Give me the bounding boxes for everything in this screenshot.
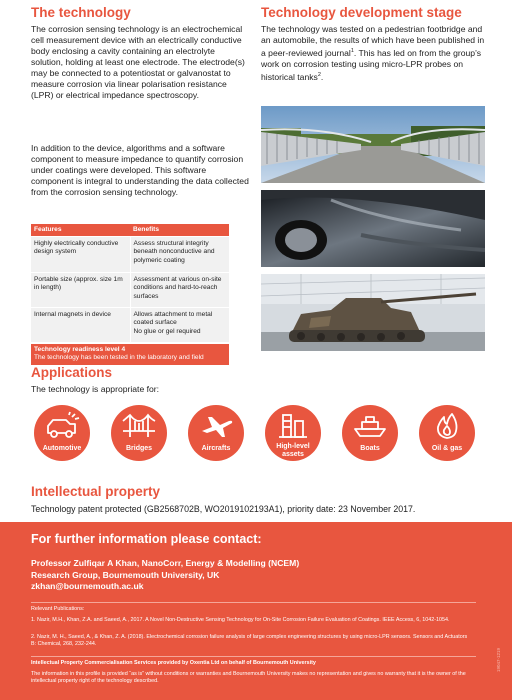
table-row <box>31 237 229 273</box>
features-header: Features <box>31 224 130 237</box>
application-bridges <box>109 405 169 461</box>
benefit-cell: Assess structural integrity beneath nonconductive and polymeric coating <box>130 237 229 273</box>
application-automotive <box>32 405 92 461</box>
publication-2: 2. Nazir, M. H., Saeed, A., & Khan, Z. A. (2018). Electrochemical corrosion failure analysis of large complex engineering structures by using micro-LPR sensors. Sensors and Actuators B: Chemical, 268, 232-244. <box>31 634 468 647</box>
application-label: Automotive <box>42 445 82 452</box>
development-paragraph: The technology was tested on a pedestrian footbridge and an automobile, the results of which have been published in a peer-reviewed journal$^1$. This has led on from the group’s work on corrosion testing using micro-LPR probes on historical tanks$^2$. <box>261 24 485 82</box>
benefit-cell: Allows attachment to metal coated surface No glue or gel required <box>130 308 229 343</box>
publication-1: 1. Nazir, M.H., Khan, Z.A. and Saeed, A., 2017. A Novel Non-Destructive Sensing Technology for On-Site Corrosion Failure Evaluation of Coatings. IEEE Access, 6, 1042-1054. <box>31 617 450 623</box>
footbridge-photo <box>261 106 485 183</box>
contact-details <box>31 558 299 593</box>
car-crash-icon <box>44 411 80 441</box>
technology-paragraph-1: The corrosion sensing technology is an electrochemical cell measurement device with an electrically conductive body enclosing a cavity containing an electrolyte solution, holding at least one electrode. The electrode(s) may be connected to a potentiostat or galvanostat to measure corrosion via linear polarisation resistance (LPR) or electrical impedance spectroscopy. <box>31 24 245 100</box>
industrial-plant-icon <box>275 411 311 441</box>
ip-heading: Intellectual property <box>31 484 161 499</box>
table-row <box>31 273 229 308</box>
feature-cell: Internal magnets in device <box>31 308 130 343</box>
contact-footer <box>0 522 512 700</box>
contact-heading: For further information please contact: <box>31 532 262 546</box>
divider <box>31 602 476 603</box>
applications-heading: Applications <box>31 365 113 380</box>
application-label: Boats <box>360 445 380 452</box>
application-oil-gas <box>417 405 477 461</box>
oil-flame-icon <box>429 411 465 441</box>
features-benefits-table <box>31 224 229 365</box>
readiness-text: The technology has been tested in the laboratory and field <box>34 353 204 361</box>
ipcs-note: Intellectual Property Commercialisation Services provided by Oxentia Ltd on behalf of Bournemouth University <box>31 660 316 666</box>
airplane-icon <box>198 411 234 441</box>
disclaimer: The information in this profile is provided “as is” without conditions or warranties and Bournemouth University makes no representation and gives no warranty that it is the owner of the intellectual property right of the technology described. <box>31 671 466 684</box>
contact-email[interactable]: zkhan@bournemouth.ac.uk <box>31 581 144 591</box>
bridge-icon <box>121 411 157 441</box>
boat-icon <box>352 411 388 441</box>
benefits-header: Benefits <box>130 224 229 237</box>
applications-intro: The technology is appropriate for: <box>31 384 160 394</box>
application-label: Aircrafts <box>201 445 231 452</box>
tank-photo <box>261 274 485 351</box>
readiness-box <box>31 344 229 365</box>
contact-group: Research Group, Bournemouth University, UK <box>31 569 220 580</box>
application-high-level-assets <box>263 405 323 461</box>
application-label: Oil & gas <box>431 445 463 452</box>
application-aircrafts <box>186 405 246 461</box>
readiness-title: Technology readiness level 4 <box>34 345 126 353</box>
table-row <box>31 308 229 343</box>
development-heading: Technology development stage <box>261 5 462 20</box>
application-boats <box>340 405 400 461</box>
technology-heading: The technology <box>31 5 131 20</box>
feature-cell: Highly electrically conductive design system <box>31 237 130 273</box>
document-code: 19047-1219 <box>496 647 501 672</box>
application-label: High-level assets <box>276 443 310 458</box>
divider <box>31 656 476 657</box>
automobile-photo <box>261 190 485 267</box>
application-label: Bridges <box>125 445 153 452</box>
contact-name: Professor Zulfiqar A Khan, NanoCorr, Energy & Modelling (NCEM) <box>31 558 300 568</box>
ip-text: Technology patent protected (GB2568702B, WO2019102193A1), priority date: 23 November 2017. <box>31 504 416 514</box>
publications-title: Relevant Publications: <box>31 606 85 612</box>
feature-cell: Portable size (approx. size 1m in length) <box>31 273 130 308</box>
benefit-cell: Assessment at various on-site conditions and hard-to-reach surfaces <box>130 273 229 308</box>
technology-paragraph-2: In addition to the device, algorithms and a software component to measure impedance to quantify corrosion under coatings were developed. This software component is integral to understanding the data collected from the corrosion sensing technology. <box>31 143 249 197</box>
